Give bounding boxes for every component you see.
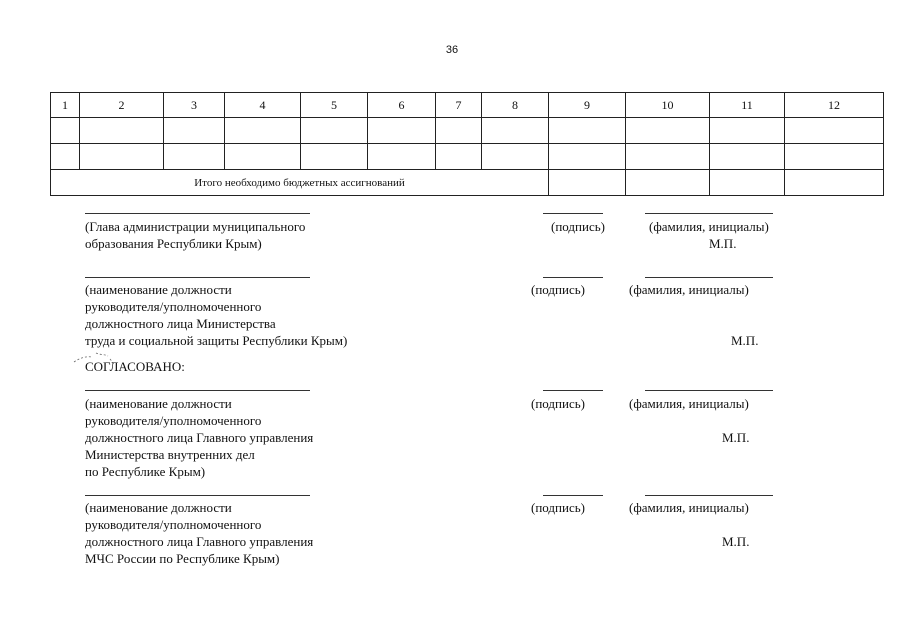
signature-line [543, 213, 603, 214]
table-row [51, 144, 884, 170]
total-label: Итого необходимо бюджетных ассигнований [51, 170, 549, 196]
stamp-label: М.П. [722, 534, 750, 549]
role-text: должностного лица Главного управления [85, 534, 314, 549]
role-text: (Глава администрации муниципального [85, 219, 306, 234]
role-text: (наименование должности [85, 282, 232, 297]
name-line [645, 277, 773, 278]
stamp-label: М.П. [722, 430, 750, 445]
column-number: 8 [482, 93, 549, 118]
role-text: руководителя/уполномоченного [85, 517, 262, 532]
role-text: должностного лица Министерства [85, 316, 276, 331]
signature-label: (подпись) [531, 282, 585, 297]
signature-line [543, 495, 603, 496]
name-label: (фамилия, инициалы) [629, 282, 749, 297]
approved-heading: СОГЛАСОВАНО: [85, 359, 185, 374]
table-row [51, 118, 884, 144]
role-text: руководителя/уполномоченного [85, 299, 262, 314]
role-text: образования Республики Крым) [85, 236, 262, 251]
role-line [85, 213, 310, 214]
column-number: 3 [164, 93, 225, 118]
column-number: 7 [436, 93, 482, 118]
role-text: по Республике Крым) [85, 464, 206, 479]
role-text: руководителя/уполномоченного [85, 413, 262, 428]
table-total-row [51, 170, 884, 196]
name-label: (фамилия, инициалы) [629, 500, 749, 515]
stamp-label: М.П. [709, 236, 737, 251]
name-label: (фамилия, инициалы) [649, 219, 769, 234]
signature-label: (подпись) [551, 219, 605, 234]
role-text: труда и социальной защиты Республики Крым) [85, 333, 348, 348]
signature-line [543, 277, 603, 278]
column-number: 5 [301, 93, 368, 118]
name-label: (фамилия, инициалы) [629, 396, 749, 411]
role-text: Министерства внутренних дел [85, 447, 255, 462]
signature-line [543, 390, 603, 391]
page-number: 36 [445, 44, 459, 56]
role-line [85, 277, 310, 278]
role-text: должностного лица Главного управления [85, 430, 314, 445]
signature-label: (подпись) [531, 500, 585, 515]
name-line [645, 213, 773, 214]
appropriations-table [50, 92, 884, 196]
column-number: 10 [626, 93, 710, 118]
stamp-label: М.П. [731, 333, 759, 348]
role-text: (наименование должности [85, 396, 232, 411]
column-number: 9 [549, 93, 626, 118]
name-line [645, 495, 773, 496]
column-number: 12 [785, 93, 884, 118]
column-number: 6 [368, 93, 436, 118]
column-number: 4 [225, 93, 301, 118]
column-number: 11 [710, 93, 785, 118]
role-text: МЧС России по Республике Крым) [85, 551, 280, 566]
role-line [85, 390, 310, 391]
role-line [85, 495, 310, 496]
name-line [645, 390, 773, 391]
table-header-row [51, 93, 884, 118]
role-text: (наименование должности [85, 500, 232, 515]
column-number: 2 [80, 93, 164, 118]
column-number: 1 [51, 93, 80, 118]
signature-label: (подпись) [531, 396, 585, 411]
